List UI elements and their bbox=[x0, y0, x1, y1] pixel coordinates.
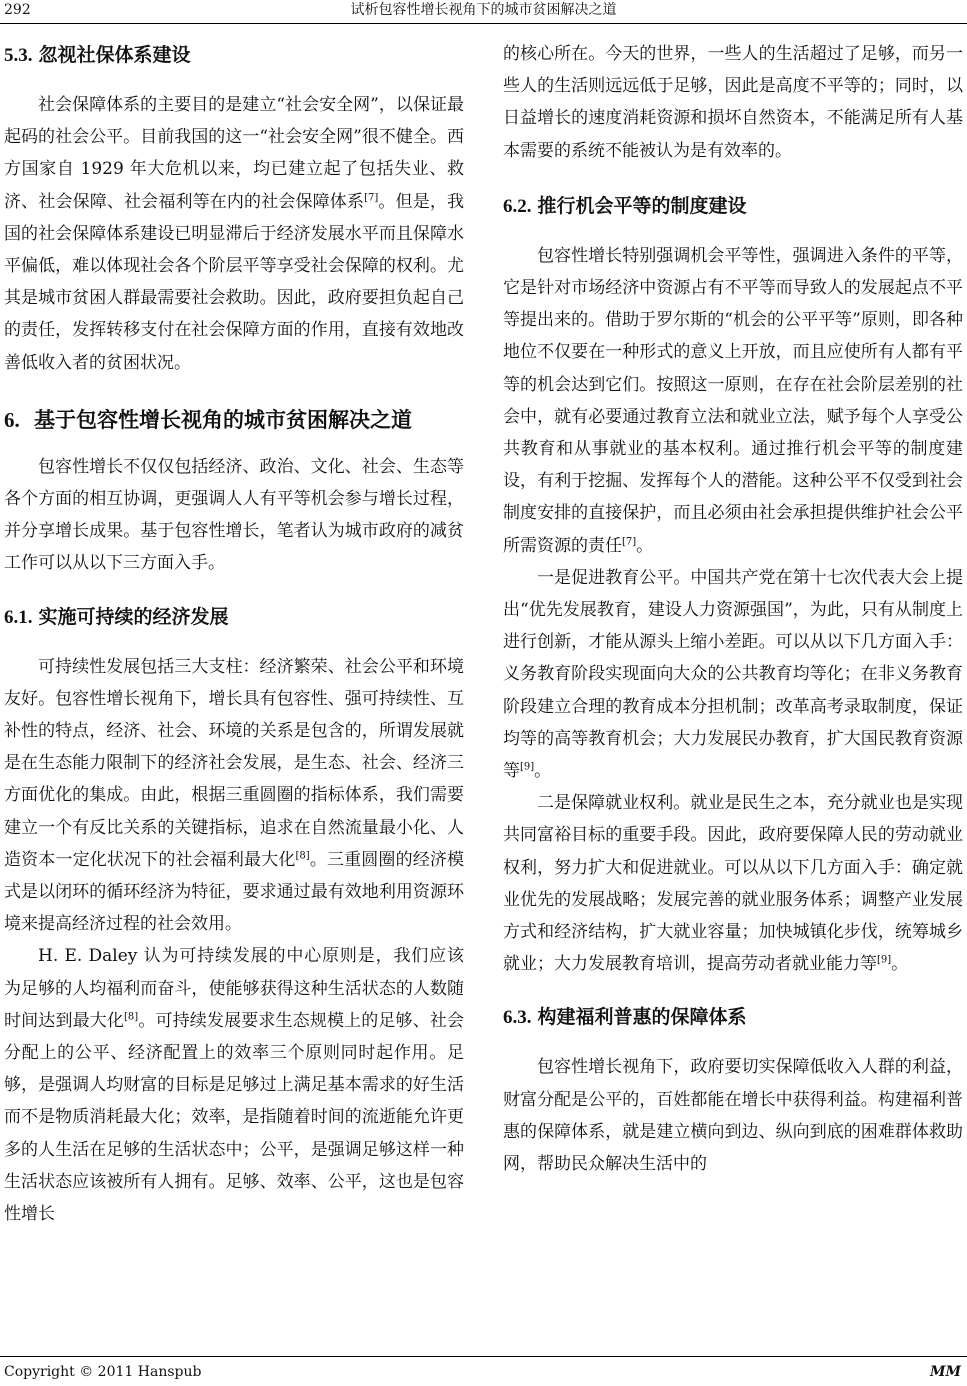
section-title: 推行机会平等的制度建设 bbox=[537, 194, 747, 217]
header-rule bbox=[0, 23, 967, 24]
section-number: 6.1. bbox=[4, 606, 33, 628]
paragraph: 包容性增长视角下，政府要切实保障低收入人群的利益，财富分配是公平的，百姓都能在增长中获得利益。构建福利普惠的保障体系，就是建立横向到边、纵向到底的困难群体救助网，帮助民众解决生活中的 bbox=[503, 1057, 963, 1175]
section-title: 实施可持续的经济发展 bbox=[38, 605, 229, 628]
left-column bbox=[4, 32, 464, 1336]
page-number: 292 bbox=[4, 2, 31, 18]
paragraph: 社会保障体系的主要目的是建立“社会安全网”，以保证最起码的社会公平。目前我国的这一“社会安全网”很不健全。西方国家自 1929 年大危机以来，均已建立起了包括失业、救济、社会保障、社会福利等在内的社会保障体系[7]。但是，我国的社会保障体系建设已明显滞后于经济发展水平而且保障水平偏低，难以体现社会各个阶层平等享受社会保障的权利。尤其是城市贫困人群最需要社会救助。因此，政府要担负起自己的责任，发挥转移支付在社会保障方面的作用，直接有效地改善低收入者的贫困状况。 bbox=[4, 95, 464, 373]
section-heading-6-1 bbox=[4, 602, 464, 633]
citation[interactable]: [9] bbox=[520, 761, 535, 773]
section-heading-5-3 bbox=[4, 40, 464, 71]
section-number: 6.2. bbox=[503, 195, 532, 217]
paragraph: 包容性增长特别强调机会平等性，强调进入条件的平等，它是针对市场经济中资源占有不平等而导致人的发展起点不平等提出来的。借助于罗尔斯的“机会的公平平等”原则，即各种地位不仅要在一种形式的意义上开放，而且应使所有人都有平等的机会达到它们。按照这一原则，在存在社会阶层差别的社会中，就有必要通过教育立法和就业立法，赋予每个人享受公共教育和从事就业的基本权利。通过推行机会平等的制度建设，有利于挖掘、发挥每个人的潜能。这种公平不仅受到社会制度安排的直接保护，而且必须由社会承担提供维护社会公平所需资源的责任[7]。 bbox=[503, 245, 963, 556]
paragraph: H. E. Daley 认为可持续发展的中心原则是，我们应该为足够的人均福利而奋斗，使能够获得这种生活状态的人数随时间达到最大化[8]。可持续发展要求生态规模上的足够、社会分配上的公平、经济配置上的效率三个原则同时起作用。足够，是强调人均财富的目标是足够过上满足基本需求的好生活而不是物质消耗最大化；效率，是指随着时间的流逝能允许更多的人生活在足够的生活状态中；公平，是强调足够这样一种生活状态应该被所有人拥有。足够、效率、公平，这也是包容性增长 bbox=[4, 946, 464, 1225]
paragraph: 一是促进教育公平。中国共产党在第十七次代表大会上提出“优先发展教育，建设人力资源强国”，为此，只有从制度上进行创新，才能从源头上缩小差距。可以从以下几方面入手：义务教育阶段实现面向大众的公共教育均等化；在非义务教育阶段建立合理的教育成本分担机制；改革高考录取制度，保证均等的高等教育机会；大力发展民办教育，扩大国民教育资源等[9]。 bbox=[503, 567, 963, 782]
paragraph: 二是保障就业权利。就业是民生之本，充分就业也是实现共同富裕目标的重要手段。因此，政府要保障人民的劳动就业权利，努力扩大和促进就业。可以从以下几方面入手：确定就业优先的发展战略；发展完善的就业服务体系；调整产业发展方式和经济结构，扩大就业容量；加快城镇化步伐，统筹城乡就业；大力发展教育培训，提高劳动者就业能力等[9]。 bbox=[503, 793, 963, 975]
footer-rule bbox=[0, 1356, 967, 1357]
citation[interactable]: [9] bbox=[877, 954, 892, 966]
running-title: 试析包容性增长视角下的城市贫困解决之道 bbox=[350, 2, 617, 18]
citation[interactable]: [8] bbox=[124, 1011, 139, 1023]
paragraph: 可持续性发展包括三大支柱：经济繁荣、社会公平和环境友好。包容性增长视角下，增长具有包容性、强可持续性、互补性的特点，经济、社会、环境的关系是包含的，所谓发展就是在生态能力限制下的经济社会发展，是生态、社会、经济三方面优化的集成。由此，根据三重圆圈的指标体系，我们需要建立一个有反比关系的关键指标，追求在自然流量最小化、人造资本一定化状况下的社会福利最大化[8]。三重圆圈的经济模式是以闭环的循环经济为特征，要求通过最有效地利用资源环境来提高经济过程的社会效用。 bbox=[4, 656, 464, 935]
citation[interactable]: [7] bbox=[364, 191, 379, 203]
paragraph-continued: 的核心所在。今天的世界，一些人的生活超过了足够，而另一些人的生活则远远低于足够，因此是高度不平等的；同时，以日益增长的速度消耗资源和损坏自然资本，不能满足所有人基本需要的系统不能被认为是有效率的。 bbox=[503, 44, 963, 161]
section-title: 忽视社保体系建设 bbox=[38, 44, 191, 66]
section-number: 5.3. bbox=[4, 45, 33, 66]
page-header bbox=[0, 0, 967, 20]
section-heading-6-2 bbox=[503, 191, 963, 222]
citation[interactable]: [7] bbox=[622, 535, 637, 547]
citation[interactable]: [8] bbox=[295, 850, 310, 862]
section-title: 构建福利普惠的保障体系 bbox=[537, 1006, 747, 1029]
page-footer bbox=[0, 1361, 967, 1383]
paragraph: 包容性增长不仅仅包括经济、政治、文化、社会、生态等各个方面的相互协调，更强调人人有平等机会参与增长过程，并分享增长成果。基于包容性增长，笔者认为城市政府的减贫工作可以从以下三方面入手。 bbox=[4, 456, 464, 574]
journal-abbrev: MM bbox=[930, 1364, 961, 1380]
section-number: 6. bbox=[4, 407, 20, 432]
section-heading-6 bbox=[4, 405, 464, 435]
section-number: 6.3. bbox=[503, 1007, 532, 1029]
right-column bbox=[503, 32, 963, 1336]
section-heading-6-3 bbox=[503, 1002, 963, 1033]
copyright: Copyright © 2011 Hanspub bbox=[4, 1364, 202, 1380]
section-title: 基于包容性增长视角的城市贫困解决之道 bbox=[34, 407, 412, 432]
